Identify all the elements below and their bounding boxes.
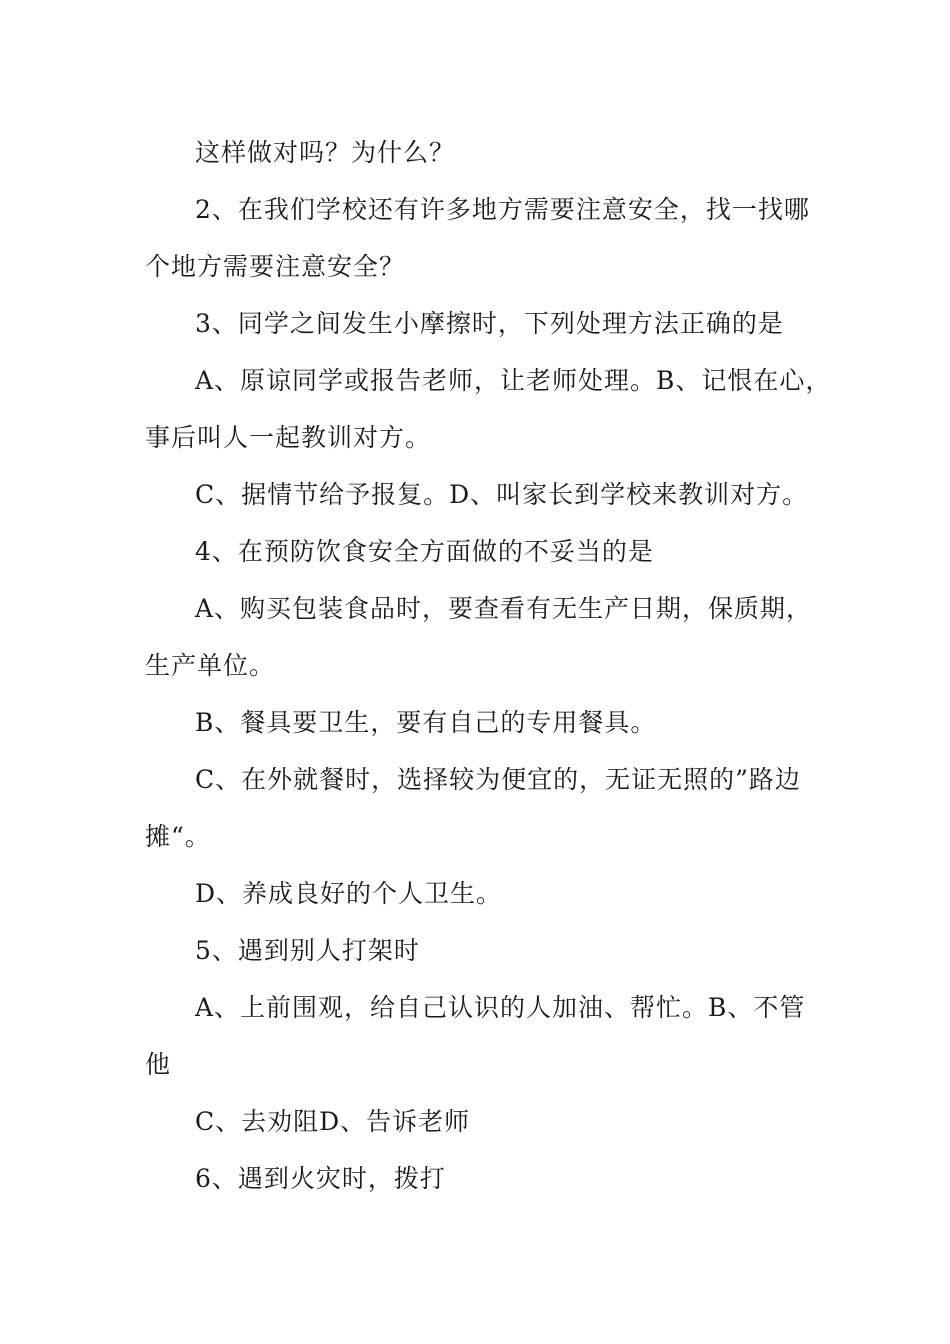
text-line-q2: 2、在我们学校还有许多地方需要注意安全，找一找哪 (195, 195, 810, 224)
text-line-q2-cont: 个地方需要注意安全？ (145, 252, 406, 281)
text-line-q4-option-d: D、养成良好的个人卫生。 (195, 879, 503, 908)
text-line-q5-options-ab-cont: 他 (145, 1050, 172, 1079)
text-line-q3-options-cd: C、据情节给予报复。D、叫家长到学校来教训对方。 (195, 480, 809, 509)
text-line-q4: 4、在预防饮食安全方面做的不妥当的是 (195, 537, 654, 566)
text-line-q4-option-a-cont: 生产单位。 (145, 651, 276, 680)
text-line-q4-option-c: C、在外就餐时，选择较为便宜的，无证无照的”路边 (195, 765, 801, 794)
text-line-q4-option-b: B、餐具要卫生，要有自己的专用餐具。 (195, 708, 657, 737)
text-line-q4-option-a: A、购买包装食品时，要查看有无生产日期，保质期， (195, 594, 813, 623)
text-line-q5-options-cd: C、去劝阻D、告诉老师 (195, 1107, 471, 1136)
text-line-q3-options-ab-cont: 事后叫人一起教训对方。 (145, 423, 432, 452)
text-line-q5-options-ab: A、上前围观，给自己认识的人加油、帮忙。B、不管 (195, 993, 806, 1022)
text-line-q3-options-ab: A、原谅同学或报告老师，让老师处理。B、记恨在心， (195, 366, 832, 395)
text-line-q4-option-c-cont: 摊“。 (145, 822, 211, 851)
text-line-q5: 5、遇到别人打架时 (195, 936, 420, 965)
text-line-question-followup: 这样做对吗？为什么？ (195, 138, 456, 167)
text-line-q6: 6、遇到火灾时，拨打 (195, 1164, 446, 1193)
text-line-q3: 3、同学之间发生小摩擦时，下列处理方法正确的是 (195, 309, 784, 338)
